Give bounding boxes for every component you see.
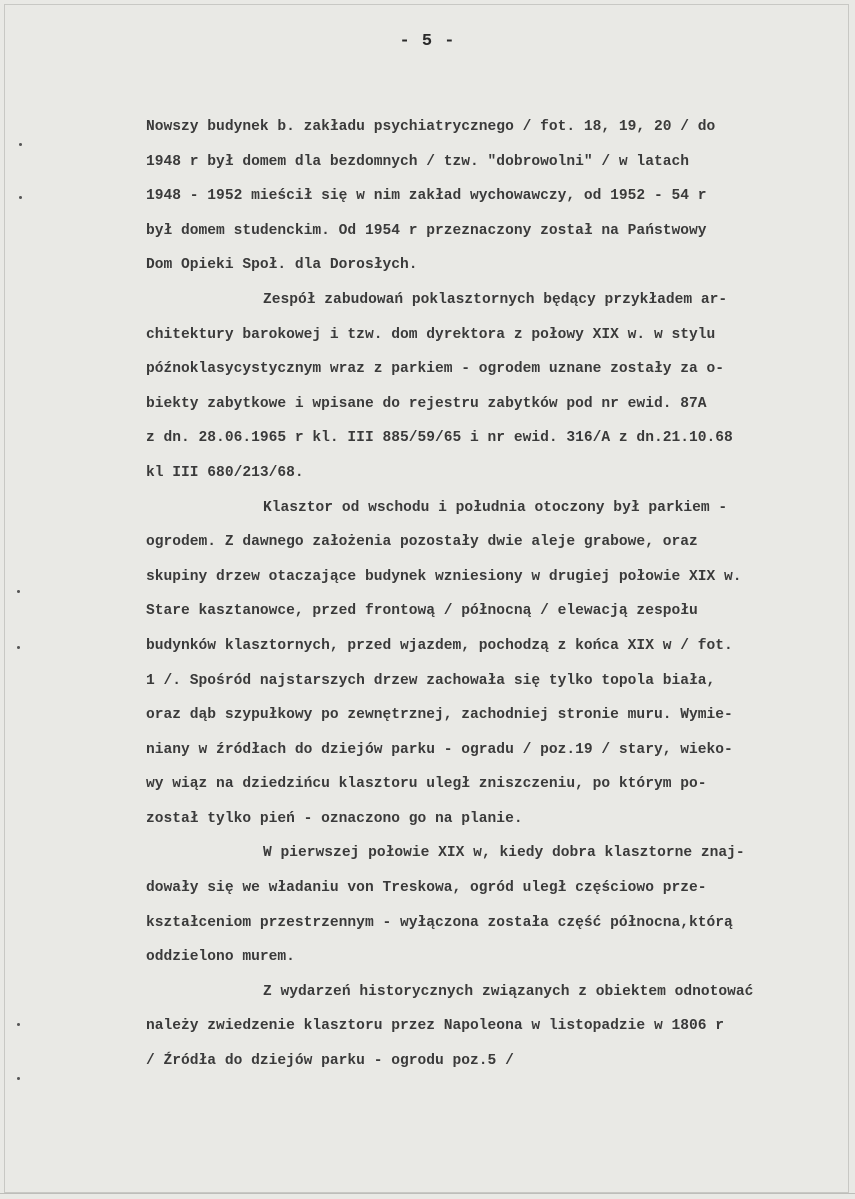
- text-line: Nowszy budynek b. zakładu psychiatrycznego / fot. 18, 19, 20 / do: [146, 119, 716, 135]
- page-number: - 5 -: [399, 32, 456, 51]
- document-body: [146, 110, 826, 1079]
- text-line: dowały się we władaniu von Treskowa, ogród uległ częściowo prze-: [146, 880, 707, 897]
- text-line: wy wiąz na dziedzińcu klasztoru uległ zniszczeniu, po którym po-: [146, 776, 707, 793]
- text-line: / Źródła do dziejów parku - ogrodu poz.5 /: [146, 1053, 514, 1070]
- paragraph-5: [146, 975, 826, 1079]
- text-line: biekty zabytkowe i wpisane do rejestru zabytków pod nr ewid. 87A: [146, 395, 707, 412]
- text-line: Klasztor od wschodu i południa otoczony był parkiem -: [263, 499, 728, 516]
- scan-mark: [19, 196, 22, 199]
- paragraph-1: [146, 110, 826, 283]
- scan-mark: [17, 1023, 20, 1026]
- paragraph-4: [146, 836, 826, 974]
- text-line: oraz dąb szypułkowy po zewnętrznej, zachodniej stronie muru. Wymie-: [146, 707, 733, 724]
- text-line: kształceniom przestrzennym - wyłączona została część północna,którą: [146, 914, 733, 931]
- text-line: W pierwszej połowie XIX w, kiedy dobra klasztorne znaj-: [263, 845, 745, 862]
- page-edge: [0, 1193, 855, 1194]
- scan-mark: [17, 590, 20, 593]
- text-line: był domem studenckim. Od 1954 r przeznaczony został na Państwowy: [146, 222, 707, 239]
- text-line: 1948 r był domem dla bezdomnych / tzw. "dobrowolni" / w latach: [146, 153, 689, 170]
- text-line: późnoklasycystycznym wraz z parkiem - ogrodem uznane zostały za o-: [146, 361, 725, 378]
- text-line: skupiny drzew otaczające budynek wzniesiony w drugiej połowie XIX w.: [146, 568, 742, 585]
- text-line: został tylko pień - oznaczono go na planie.: [146, 810, 523, 827]
- text-line: 1 /. Spośród najstarszych drzew zachowała się tylko topola biała,: [146, 672, 716, 689]
- text-line: ogrodem. Z dawnego założenia pozostały dwie aleje grabowe, oraz: [146, 534, 698, 551]
- text-line: kl III 680/213/68.: [146, 464, 304, 481]
- text-line: Z wydarzeń historycznych związanych z obiektem odnotować: [263, 983, 754, 1000]
- paragraph-3: [146, 491, 826, 837]
- scan-mark: [17, 646, 20, 649]
- text-line: Zespół zabudowań poklasztornych będący przykładem ar-: [263, 291, 728, 308]
- text-line: należy zwiedzenie klasztoru przez Napoleona w listopadzie w 1806 r: [146, 1018, 725, 1035]
- paragraph-2: [146, 283, 826, 491]
- text-line: Dom Opieki Społ. dla Dorosłych.: [146, 257, 418, 274]
- text-line: oddzielono murem.: [146, 949, 295, 966]
- text-line: z dn. 28.06.1965 r kl. III 885/59/65 i nr ewid. 316/A z dn.21.10.68: [146, 430, 733, 447]
- text-line: 1948 - 1952 mieścił się w nim zakład wychowawczy, od 1952 - 54 r: [146, 188, 707, 205]
- text-line: Stare kasztanowce, przed frontową / północną / elewacją zespołu: [146, 603, 698, 620]
- scan-mark: [19, 143, 22, 146]
- text-line: budynków klasztornych, przed wjazdem, pochodzą z końca XIX w / fot.: [146, 637, 733, 654]
- text-line: chitektury barokowej i tzw. dom dyrektora z połowy XIX w. w stylu: [146, 326, 716, 343]
- scan-mark: [17, 1077, 20, 1080]
- text-line: niany w źródłach do dziejów parku - ogradu / poz.19 / stary, wieko-: [146, 741, 733, 758]
